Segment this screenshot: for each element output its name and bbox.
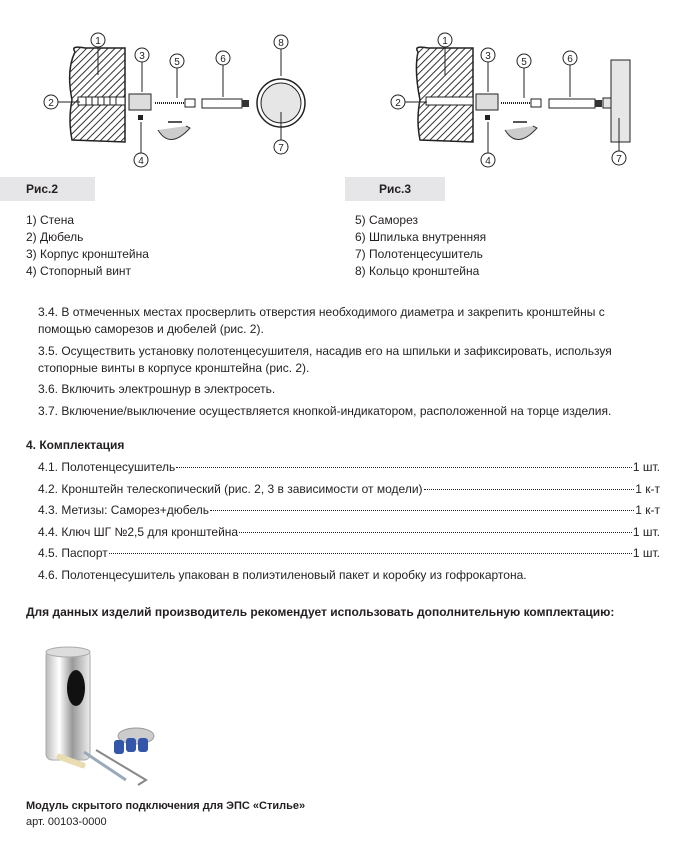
- kit-list: [38, 460, 660, 589]
- svg-text:8: 8: [278, 38, 284, 49]
- product-title: Модуль скрытого подключения для ЭПС «Стилье»: [26, 800, 306, 812]
- svg-text:4: 4: [138, 156, 144, 167]
- step-3-6: 3.6. Включить электрошнур в электросеть.: [38, 382, 276, 396]
- step-3-7: 3.7. Включение/выключение осуществляется кнопкой-индикатором, расположенной на торце изделия.: [38, 404, 612, 418]
- kit-item: 4.3. Метизы: Саморез+дюбель 1 к-т: [38, 503, 660, 517]
- svg-text:7: 7: [616, 154, 622, 165]
- wall: [70, 47, 125, 142]
- product-article: арт. 00103-0000: [26, 816, 107, 828]
- svg-text:5: 5: [521, 57, 527, 68]
- recommendation-heading: Для данных изделий производитель рекомендует использовать дополнительную комплектацию:: [26, 605, 615, 619]
- svg-text:3: 3: [139, 51, 145, 62]
- svg-text:6: 6: [567, 54, 573, 65]
- kit-heading: 4. Комплектация: [26, 438, 125, 452]
- kit-note: 4.6. Полотенцесушитель упакован в полиэтиленовый пакет и коробку из гофрокартона.: [38, 567, 527, 582]
- legend-item: 1) Стена: [26, 213, 75, 227]
- legend-item: 4) Стопорный винт: [26, 264, 132, 278]
- kit-item: 4.4. Ключ ШГ №2,5 для кронштейна 1 шт.: [38, 524, 660, 539]
- step-3-4: 3.4. В отмеченных местах просверлить отверстия необходимого диаметра и закрепить кронштейны с помощью саморезов и дюбелей (рис. 2).: [38, 305, 605, 336]
- legend-right: [355, 212, 486, 280]
- legend-item: 6) Шпилька внутренняя: [355, 230, 487, 244]
- step-3-5: 3.5. Осуществить установку полотенцесушителя, насадив его на шпильки и зафиксировать, используя стопорные винты в корпусе кронштейна (рис. 2).: [38, 344, 612, 375]
- legend-item: 8) Кольцо кронштейна: [355, 264, 480, 278]
- svg-text:7: 7: [278, 143, 284, 154]
- kit-item: 4.1. Полотенцесушитель 1 шт.: [38, 460, 660, 474]
- product-image: [26, 640, 186, 790]
- kit-item: 4.2. Кронштейн телескопический (рис. 2, 3 в зависимости от модели) 1 к-т: [38, 481, 660, 496]
- svg-text:3: 3: [485, 51, 491, 62]
- legend-item: 7) Полотенцесушитель: [355, 247, 483, 261]
- svg-text:1: 1: [95, 36, 101, 47]
- figure-3-label: Рис.3: [345, 177, 445, 201]
- svg-text:5: 5: [174, 57, 180, 68]
- legend-item: 2) Дюбель: [26, 230, 84, 244]
- figure-3-diagram: [343, 20, 686, 170]
- figure-2-label: Рис.2: [0, 177, 95, 201]
- svg-text:1: 1: [442, 36, 448, 47]
- svg-text:2: 2: [395, 98, 401, 109]
- kit-item: 4.5. Паспорт 1 шт.: [38, 546, 660, 560]
- svg-text:6: 6: [220, 54, 226, 65]
- legend-item: 5) Саморез: [355, 213, 418, 227]
- legend-left: [26, 212, 149, 280]
- legend-item: 3) Корпус кронштейна: [26, 247, 149, 261]
- svg-text:2: 2: [48, 98, 54, 109]
- svg-text:4: 4: [485, 156, 491, 167]
- figure-2-diagram: [0, 20, 343, 170]
